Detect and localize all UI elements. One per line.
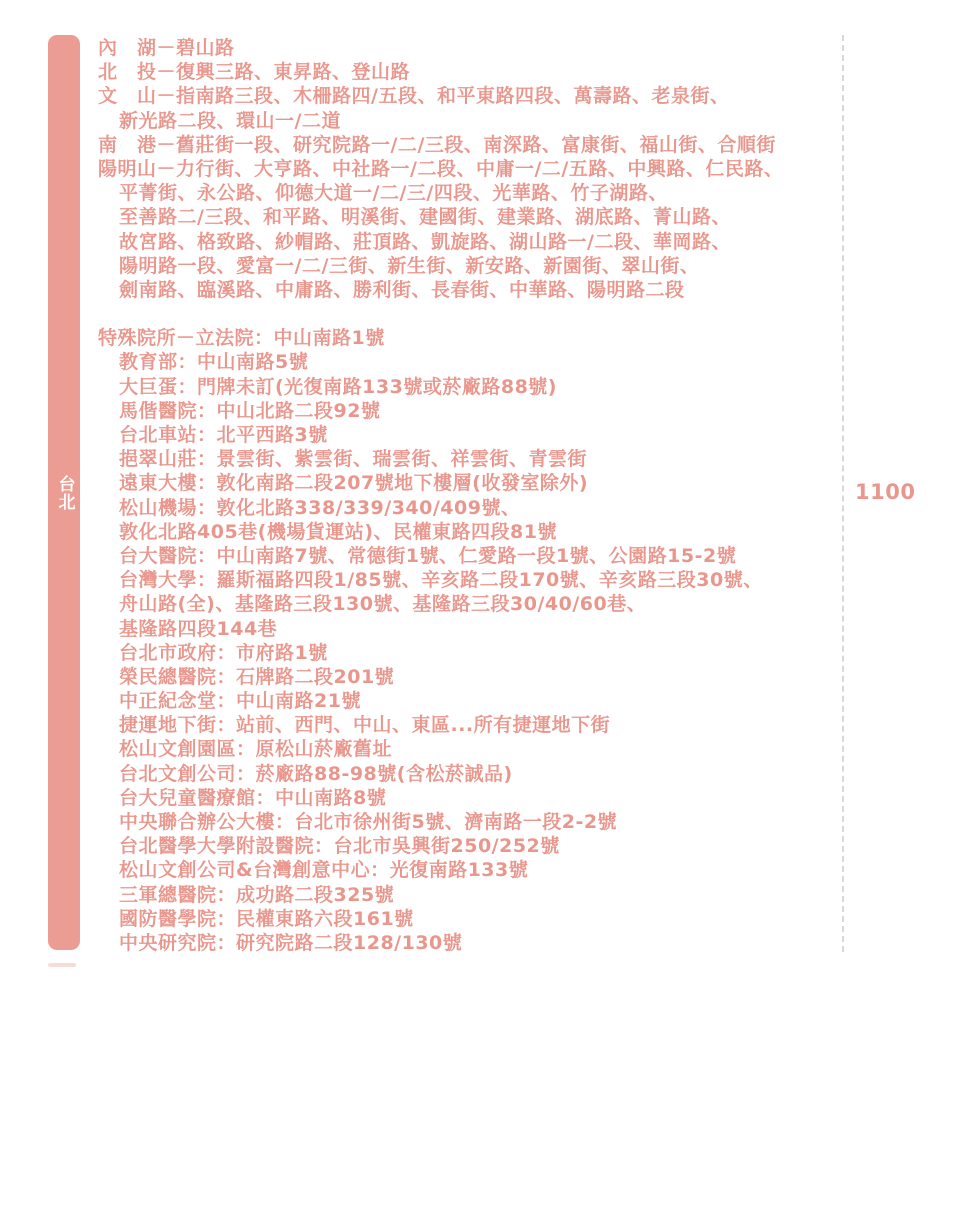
address-line: 陽明路一段、愛富一/二/三街、新生街、新安路、新園街、翠山街、 <box>119 254 700 277</box>
address-line: 台灣大學：羅斯福路四段1/85號、辛亥路二段170號、辛亥路三段30號、 <box>119 569 763 592</box>
address-line: 國防醫學院：民權東路六段161號 <box>119 907 414 930</box>
address-line: 內 湖－碧山路 <box>98 37 235 59</box>
region-label: 台北 <box>54 474 75 511</box>
address-line: 台大醫院：中山南路7號、常德街1號、仁愛路一段1號、公園路15-2號 <box>119 544 737 567</box>
address-line: 松山文創公司&台灣創意中心：光復南路133號 <box>119 859 529 882</box>
address-line: 台北醫學大學附設醫院：台北市吳興街250/252號 <box>119 835 560 858</box>
distance-label: 1100 <box>855 480 916 504</box>
address-line: 中央研究院：研究院路二段128/130號 <box>119 931 463 954</box>
address-line: 基隆路四段144巷 <box>119 617 278 640</box>
address-line: 新光路二段、環山一/二道 <box>119 109 341 132</box>
page-margin-dashed-line <box>842 35 844 952</box>
address-line: 松山機場：敦化北路338/339/340/409號、 <box>119 496 521 519</box>
address-line: 遠東大樓：敦化南路二段207號地下樓層(收發室除外) <box>119 472 589 495</box>
address-line: 捷運地下街：站前、西門、中山、東區...所有捷運地下街 <box>119 714 611 737</box>
address-line: 榮民總醫院：石牌路二段201號 <box>119 665 395 688</box>
address-list <box>98 36 838 955</box>
address-line: 劍南路、臨溪路、中庸路、勝利街、長春街、中華路、陽明路二段 <box>119 278 685 301</box>
address-line: 至善路二/三段、和平路、明溪街、建國街、建業路、湖底路、菁山路、 <box>119 206 731 229</box>
address-line: 挹翠山莊：景雲街、紫雲街、瑞雲街、祥雲街、青雲街 <box>119 448 588 471</box>
address-line: 陽明山－力行街、大亨路、中社路一/二段、中庸一/二/五路、中興路、仁民路、 <box>98 157 784 180</box>
address-line: 北 投－復興三路、東昇路、登山路 <box>98 61 411 84</box>
address-line: 中央聯合辦公大樓：台北市徐州街5號、濟南路一段2-2號 <box>119 811 618 833</box>
address-line: 大巨蛋：門牌未訂(光復南路133號或菸廠路88號) <box>119 375 557 398</box>
address-line: 台北文創公司：菸廠路88-98號(含松菸誠品) <box>119 762 513 785</box>
address-line: 故宮路、格致路、紗帽路、莊頂路、凱旋路、湖山路一/二段、華岡路、 <box>119 230 731 253</box>
address-line: 敦化北路405巷(機場貨運站)、民權東路四段81號 <box>119 520 557 543</box>
address-line: 平菁街、永公路、仰德大道一/二/三/四段、光華路、竹子湖路、 <box>119 182 668 205</box>
address-line: 台北市政府：市府路1號 <box>119 641 328 664</box>
address-line: 馬偕醫院：中山北路二段92號 <box>119 399 381 422</box>
address-line: 文 山－指南路三段、木柵路四/五段、和平東路四段、萬壽路、老泉街、 <box>98 85 730 108</box>
address-line: 台大兒童醫療館：中山南路8號 <box>119 786 387 809</box>
next-section-bar-sliver <box>48 963 76 967</box>
address-line: 松山文創園區：原松山菸廠舊址 <box>119 738 393 761</box>
address-line: 舟山路(全)、基隆路三段130號、基隆路三段30/40/60巷、 <box>119 593 647 616</box>
address-line: 中正紀念堂：中山南路21號 <box>119 690 361 713</box>
address-line: 台北車站：北平西路3號 <box>119 424 328 446</box>
address-line: 特殊院所－立法院：中山南路1號 <box>98 327 385 350</box>
address-line: 三軍總醫院：成功路二段325號 <box>119 883 395 906</box>
address-line: 教育部：中山南路5號 <box>119 351 309 374</box>
region-sidebar-bar <box>48 35 80 950</box>
address-line: 南 港－舊莊街一段、研究院路一/二/三段、南深路、富康街、福山街、合順街 <box>98 133 776 156</box>
address-line <box>98 302 838 326</box>
